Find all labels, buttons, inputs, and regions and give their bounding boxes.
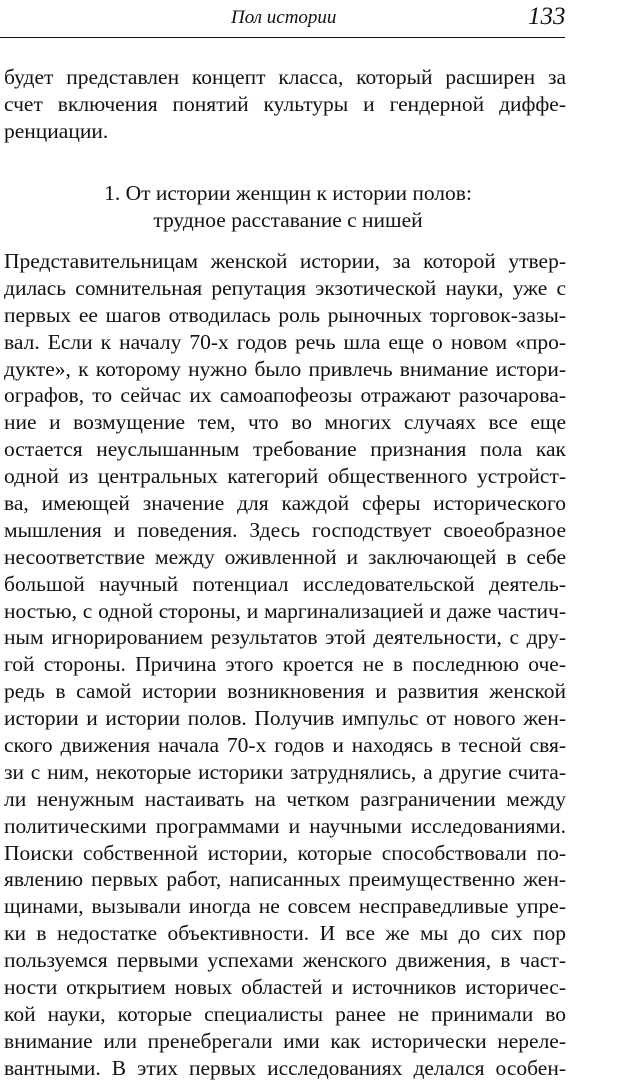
text-line: истории и истории полов. Получив импульс от нового жен- xyxy=(4,706,566,731)
text-line: гой стороны. Причина этого кроется не в последнюю оче- xyxy=(4,652,566,677)
text-line: вантными. В этих первых исследованиях делался особен- xyxy=(4,1055,566,1080)
text-line: дилась сомнительная репутация экзотической науки, уже с xyxy=(4,275,566,300)
section-heading xyxy=(0,180,576,234)
text-line: дукте», к которому нужно было привлечь внимание истори- xyxy=(4,356,566,381)
text-line: щинами, вызывали иногда не совсем несправедливые упре- xyxy=(4,894,566,919)
text-line: зи с ним, некоторые историки затруднялись, а другие счита- xyxy=(4,759,566,784)
text-line: ского движения начала 70-х годов и находясь в тесной свя- xyxy=(4,733,566,758)
running-head xyxy=(0,4,620,34)
intro-paragraph xyxy=(4,64,566,145)
text-line: Представительницам женской истории, за которой утвер- xyxy=(4,249,566,273)
text-line: мышления и поведения. Здесь господствует своеобразное xyxy=(4,517,566,542)
text-line: политическими программами и научными исследованиями. xyxy=(4,813,566,838)
text-line: ки в недостатке объективности. И все же мы до сих пор xyxy=(4,921,566,946)
text-line: счет включения понятий культуры и гендерной диффе- xyxy=(4,91,566,116)
text-line: явлению первых работ, написанных преимущественно жен- xyxy=(4,867,566,892)
text-line: кой науки, которые специалисты ранее не принимали во xyxy=(4,1001,566,1026)
text-line: ренциации. xyxy=(4,118,109,143)
text-line: пользуемся первыми успехами женского движения, в част- xyxy=(4,948,566,973)
text-line: ние и возмущение тем, что во многих случаях все еще xyxy=(4,410,566,435)
text-line: ностью, с одной стороны, и маргинализацией и даже частич- xyxy=(4,598,566,623)
text-line: будет представлен концепт класса, который расширен за xyxy=(4,65,566,89)
text-line: ли ненужным настаивать на четком разграничении между xyxy=(4,786,566,811)
text-line: большой научный потенциал исследовательской деятель- xyxy=(4,571,566,596)
text-line: редь в самой истории возникновения и развития женской xyxy=(4,679,566,704)
page-number: 133 xyxy=(528,3,566,30)
text-line: вал. Если к началу 70-х годов речь шла еще о новом «про- xyxy=(4,329,566,354)
text-line: внимание или пренебрегали ими как исторически нереле- xyxy=(4,1028,566,1053)
running-title: Пол истории xyxy=(231,7,337,28)
text-line: ным игнорированием результатов этой деятельности, с дру- xyxy=(4,625,566,650)
section-heading-line-1: 1. От истории женщин к истории полов: xyxy=(104,181,472,205)
text-line: ва, имеющей значение для каждой сферы исторического xyxy=(4,491,566,516)
text-line: ности открытием новых областей и источников историчес- xyxy=(4,975,566,1000)
text-line: ографов, то сейчас их самоапофеозы отражают разочарова- xyxy=(4,383,566,408)
section-heading-line-2: трудное расставание с нишей xyxy=(153,208,423,232)
header-rule xyxy=(0,37,565,38)
text-line: остается неуслышанным требование признания пола как xyxy=(4,437,566,462)
body-paragraph xyxy=(4,248,566,1082)
text-line: несоответствие между оживленной и заключающей в себе xyxy=(4,544,566,569)
text-line: первых ее шагов отводилась роль рыночных торговок-зазы- xyxy=(4,302,566,327)
text-line: одной из центральных категорий общественного устройст- xyxy=(4,464,566,489)
text-line: Поиски собственной истории, которые способствовали по- xyxy=(4,840,566,865)
